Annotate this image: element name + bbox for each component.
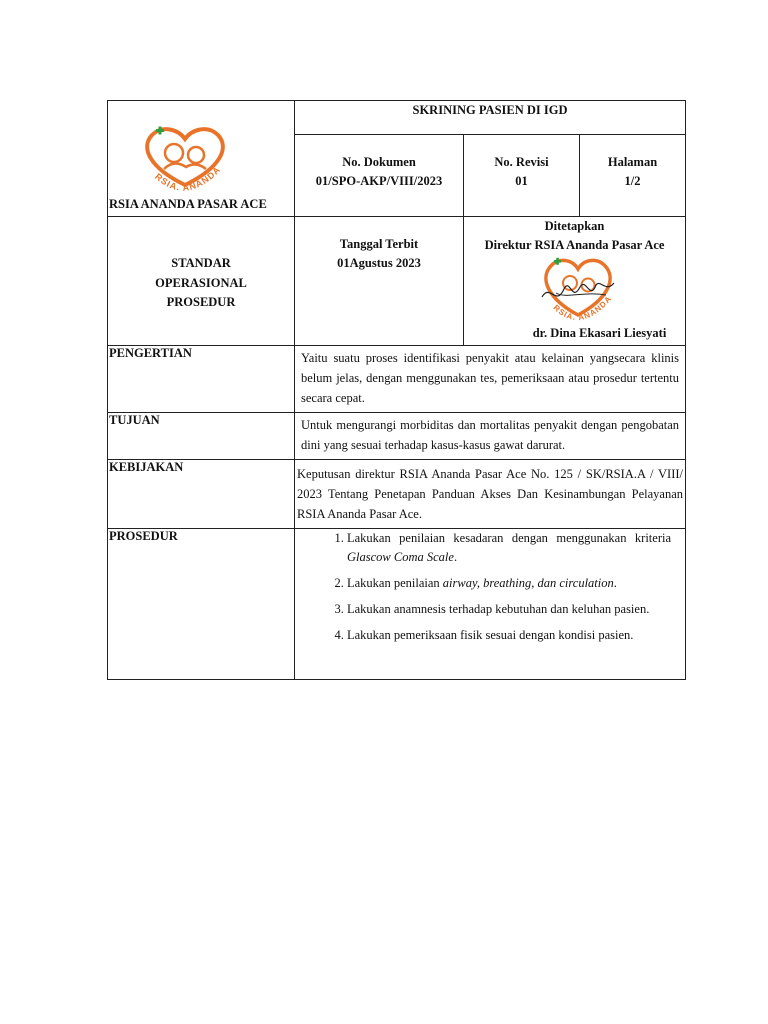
- issue-date-cell: [295, 217, 464, 346]
- procedure-step: 2. Lakukan penilaian airway, breathing, dan circulation.: [347, 574, 671, 593]
- hospital-name: RSIA ANANDA PASAR ACE: [109, 197, 267, 211]
- approval-cell: [464, 217, 686, 346]
- procedure-steps: [295, 529, 685, 645]
- section-text-kebijakan: Keputusan direktur RSIA Ananda Pasar Ace No. 125 / SK/RSIA.A / VIII/ 2023 Tentang Penetapan Panduan Akses Dan Kesinambungan Pelayanan RSIA Ananda Pasar Ace.: [295, 460, 686, 529]
- approved-by: Direktur RSIA Ananda Pasar Ace: [484, 238, 665, 252]
- procedure-step: 1. Lakukan penilaian kesadaran dengan menggunakan kriteria Glascow Coma Scale.: [347, 529, 671, 567]
- page-label: Halaman: [607, 155, 658, 170]
- page-cell: [580, 135, 686, 217]
- sop-line-2: OPERASIONAL: [155, 275, 247, 290]
- section-label-pengertian: PENGERTIAN: [108, 346, 295, 413]
- stamp-signature: [536, 253, 620, 333]
- title-cell: [295, 101, 686, 135]
- logo-text: RSIA. ANANDA: [153, 164, 223, 193]
- sop-line-3: PROSEDUR: [166, 295, 236, 309]
- revision-cell: [464, 135, 580, 217]
- issue-date-value: 01Agustus 2023: [337, 256, 421, 270]
- prosedur-content: [295, 529, 686, 680]
- procedure-step: 3. Lakukan anamnesis terhadap kebutuhan dan keluhan pasien.: [347, 600, 671, 619]
- revision-value: 01: [515, 174, 528, 189]
- svg-text:RSIA. ANANDA: [552, 294, 614, 322]
- section-text-pengertian: Yaitu suatu proses identifikasi penyakit atau kelainan yangsecara klinis belum jelas, dengan menggunakan tes, pemeriksaan atau prosedur tertentu secara cepat.: [295, 346, 686, 413]
- page-value: 1/2: [624, 174, 641, 189]
- doc-number-cell: [295, 135, 464, 217]
- revision-label: No. Revisi: [494, 155, 549, 170]
- approved-label: Ditetapkan: [544, 219, 605, 233]
- sop-document: [107, 100, 685, 680]
- issue-date-label: Tanggal Terbit: [339, 237, 419, 251]
- document-title: SKRINING PASIEN DI IGD: [412, 103, 568, 117]
- doc-number-label: No. Dokumen: [342, 155, 416, 170]
- section-label-kebijakan: KEBIJAKAN: [108, 460, 295, 529]
- doc-number-value: 01/SPO-AKP/VIII/2023: [315, 174, 443, 189]
- section-text-tujuan: Untuk mengurangi morbiditas dan mortalitas penyakit dengan pengobatan dini yang sesuai terhadap kasus-kasus gawat darurat.: [295, 413, 686, 460]
- stamp-text: RSIA. ANANDA: [551, 293, 614, 323]
- sop-table: [107, 100, 686, 680]
- section-label-prosedur: PROSEDUR: [108, 529, 295, 680]
- logo-cell: [108, 101, 295, 217]
- signer-name: dr. Dina Ekasari Liesyati: [532, 326, 667, 340]
- hospital-logo: [130, 123, 240, 203]
- section-label-tujuan: TUJUAN: [108, 413, 295, 460]
- procedure-step: 4. Lakukan pemeriksaan fisik sesuai dengan kondisi pasien.: [347, 626, 671, 645]
- sop-line-1: STANDAR: [171, 256, 231, 270]
- sop-label-cell: [108, 217, 295, 346]
